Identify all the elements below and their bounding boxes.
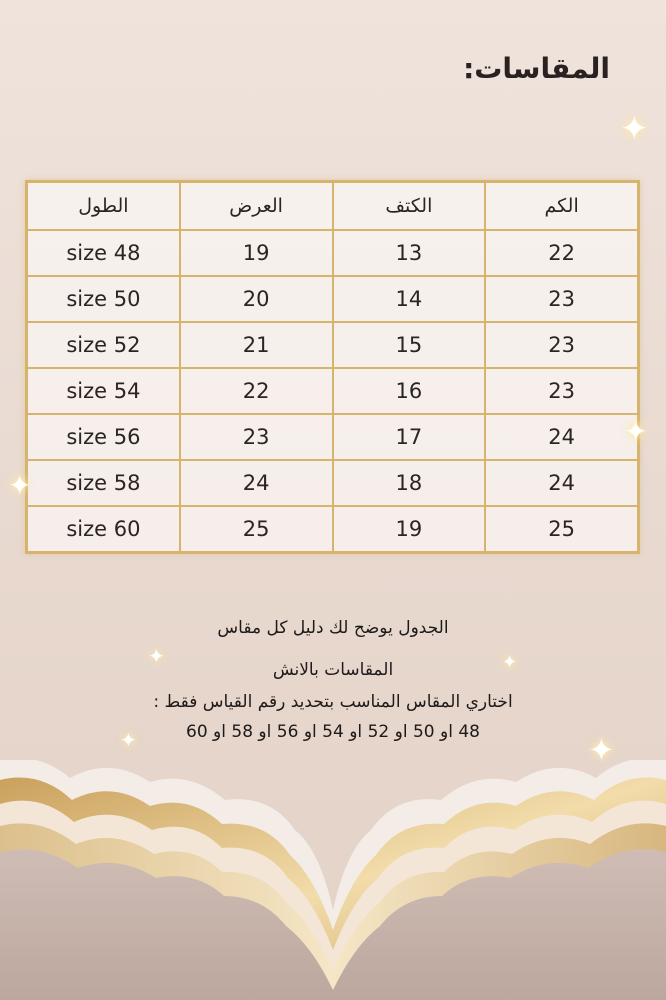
table-row [27, 506, 638, 552]
sparkle-icon: ✦ [502, 652, 518, 673]
cell-shoulder: 16 [333, 368, 486, 414]
cell-width: 23 [180, 414, 333, 460]
cell-length: size 52 [27, 322, 180, 368]
cell-shoulder: 17 [333, 414, 486, 460]
sparkle-icon: ✦ [8, 469, 32, 502]
cell-sleeve: 24 [485, 414, 638, 460]
table-header-row [27, 182, 638, 230]
cell-width: 20 [180, 276, 333, 322]
cell-length: size 60 [27, 506, 180, 552]
cell-width: 24 [180, 460, 333, 506]
table-row [27, 368, 638, 414]
cell-sleeve: 23 [485, 368, 638, 414]
units-note: المقاسات بالانش [272, 660, 394, 680]
cell-length: size 56 [27, 414, 180, 460]
cell-length: size 54 [27, 368, 180, 414]
cell-width: 21 [180, 322, 333, 368]
sparkle-icon: ✦ [620, 109, 649, 149]
sparkle-icon: ✦ [120, 728, 137, 752]
cell-length: size 58 [27, 460, 180, 506]
cell-sleeve: 23 [485, 276, 638, 322]
header-width: العرض [180, 182, 333, 230]
cell-length: size 48 [27, 230, 180, 276]
cell-width: 25 [180, 506, 333, 552]
header-shoulder: الكتف [333, 182, 486, 230]
cell-shoulder: 14 [333, 276, 486, 322]
cell-shoulder: 18 [333, 460, 486, 506]
table-row [27, 322, 638, 368]
cell-sleeve: 23 [485, 322, 638, 368]
cell-shoulder: 13 [333, 230, 486, 276]
size-options: 48 او 50 او 52 او 54 او 56 او 58 او 60 [186, 722, 480, 742]
cell-width: 19 [180, 230, 333, 276]
cell-sleeve: 24 [485, 460, 638, 506]
cloud-wave-decoration [0, 760, 666, 1000]
cell-shoulder: 19 [333, 506, 486, 552]
sparkle-icon: ✦ [148, 644, 165, 668]
instruction-note: اختاري المقاس المناسب بتحديد رقم القياس فقط : [153, 692, 513, 712]
size-table [25, 180, 640, 554]
table-row [27, 276, 638, 322]
table-row [27, 230, 638, 276]
table-row [27, 460, 638, 506]
page-title: المقاسات: [463, 52, 610, 85]
cell-sleeve: 25 [485, 506, 638, 552]
cell-shoulder: 15 [333, 322, 486, 368]
cell-width: 22 [180, 368, 333, 414]
table-row [27, 414, 638, 460]
header-sleeve: الكم [485, 182, 638, 230]
header-length: الطول [27, 182, 180, 230]
cell-length: size 50 [27, 276, 180, 322]
sparkle-icon: ✦ [588, 731, 615, 769]
cell-sleeve: 22 [485, 230, 638, 276]
guide-note: الجدول يوضح لك دليل كل مقاس [217, 618, 449, 638]
sparkle-icon: ✦ [624, 415, 648, 448]
